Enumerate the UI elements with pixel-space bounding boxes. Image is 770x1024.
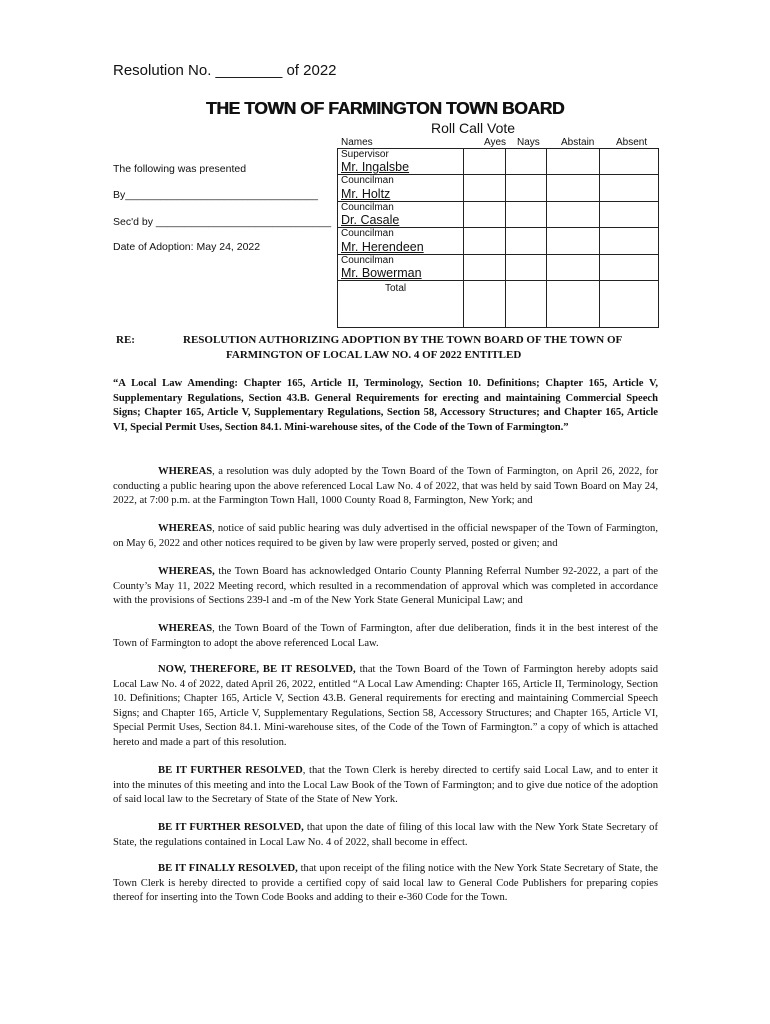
paragraph-text: the Town Board has acknowledged Ontario County Planning Referral Number 92-2022, a part of the County’s May 11, 2022 Meeting record, which resulted in a recommendation of approval which was completed in accordance with the provisions of Sections 239-l and -m of the New York State General Municipal Law; and	[113, 566, 658, 607]
header-nays: Nays	[517, 137, 540, 148]
resolution-number: Resolution No. ________ of 2022	[113, 62, 337, 79]
paragraph-text: , a resolution was duly adopted by the Town Board of the Town of Farmington, on April 26, 2022, for conducting a public hearing upon the above referenced Local Law No. 4 of 2022, that was held by said Town Board on May 24, 2022, at 7:00 p.m. at the Farmington Town Hall, 1000 County Road 8, Farmington, New York; and	[113, 466, 658, 507]
paragraph-text: , the Town Board of the Town of Farmington, after due deliberation, finds it in the best interest of the Town of Farmington to adopt the above referenced Local Law.	[113, 623, 658, 649]
paragraph-lead: BE IT FINALLY RESOLVED,	[158, 863, 298, 874]
row-role: Councilman	[341, 228, 394, 239]
paragraph-lead: WHEREAS	[158, 623, 213, 634]
local-law-title-quote: “A Local Law Amending: Chapter 165, Article II, Terminology, Section 10. Definitions; Chapter 165, Article V, Supplementary Regulations, Section 43.B. General Requirements for erecting and maintaining Commercial Speech Signs; Chapter 165, Article V, Supplementary Regulations, Section 58, Accessory Structures; and Chapter 165, Article VI, Special Permit Uses, Section 84.1. Mini-warehouse sites, of the Code of the Town of Farmington.”	[113, 378, 658, 433]
presented-label: The following was presented	[113, 163, 247, 175]
re-subject-line-1: RESOLUTION AUTHORIZING ADOPTION BY THE TOWN BOARD OF THE TOWN OF	[183, 334, 623, 346]
paragraph-lead: WHEREAS	[158, 466, 213, 477]
header-names: Names	[341, 137, 373, 148]
further-resolved-paragraph	[113, 821, 658, 850]
row-role: Councilman	[341, 175, 394, 186]
row-role: Supervisor	[341, 149, 389, 160]
whereas-paragraph	[113, 522, 658, 551]
adoption-date: Date of Adoption: May 24, 2022	[113, 241, 261, 253]
paragraph-lead: BE IT FURTHER RESOLVED	[158, 765, 303, 776]
paragraph-text: that the Town Board of the Town of Farmington hereby adopts said Local Law No. 4 of 2022, dated April 26, 2022, entitled “A Local Law Amending: Chapter 165, Article II, Terminology, Section 10. Definitions; Chapter 165, Article V, Section 43.B. General requirements for erecting and maintaining Commercial Speech Signs; and Chapter 165, Article V, Supplementary Regulations, Section 58, Accessory Structures; and Chapter 165, Article VI, Special Permit Uses, Section 84.1. Mini-warehouse sites, of the Code of the Town of Farmington.” a copy of which is attached hereto and made a part of this resolution.	[113, 664, 659, 748]
paragraph-text: that upon receipt of the filing notice with the New York State Secretary of State, the Town Clerk is hereby directed to provide a certified copy of said local law to General Code Publishers for preparing copies thereof for inserting into the Town Code Books and adding to their e-360 Code for the Town.	[113, 863, 658, 904]
by-field: By_________________________________	[113, 189, 318, 201]
total-label: Total	[385, 283, 407, 294]
resolved-paragraph	[113, 663, 658, 751]
further-resolved-paragraph	[113, 764, 658, 808]
row-role: Councilman	[341, 255, 394, 266]
seconded-field: Sec'd by ______________________________	[113, 216, 332, 228]
re-label: RE:	[116, 334, 135, 346]
whereas-paragraph	[113, 465, 658, 509]
row-name: Mr. Holtz	[341, 187, 391, 201]
whereas-paragraph	[113, 565, 658, 609]
row-name: Mr. Herendeen	[341, 240, 424, 254]
paragraph-text: , that the Town Clerk is hereby directed to certify said Local Law, and to enter it into the minutes of this meeting and into the Local Law Book of the Town of Farmington; and to give due notice of the adoption of said local law to the Secretary of State of the State of New York.	[113, 765, 658, 806]
header-abstain: Abstain	[561, 137, 595, 148]
paragraph-lead: WHEREAS,	[158, 566, 215, 577]
header-ayes: Ayes	[484, 137, 507, 148]
paragraph-lead: NOW, THEREFORE, BE IT RESOLVED,	[158, 664, 356, 675]
re-subject-line-2: FARMINGTON OF LOCAL LAW NO. 4 OF 2022 ENTITLED	[226, 349, 522, 361]
row-name: Dr. Casale	[341, 213, 400, 227]
row-name: Mr. Ingalsbe	[341, 160, 410, 174]
row-name: Mr. Bowerman	[341, 266, 422, 280]
roll-call-heading: Roll Call Vote	[431, 120, 516, 136]
paragraph-lead: BE IT FURTHER RESOLVED,	[158, 822, 304, 833]
page-title: THE TOWN OF FARMINGTON TOWN BOARD	[205, 98, 565, 118]
header-absent: Absent	[616, 137, 648, 148]
paragraph-lead: WHEREAS	[158, 523, 213, 534]
paragraph-text: that upon the date of filing of this local law with the New York State Secretary of State, the regulations contained in Local Law No. 4 of 2022, shall become in effect.	[113, 822, 659, 848]
paragraph-text: , notice of said public hearing was duly advertised in the official newspaper of the Town of Farmington, on May 6, 2022 and other notices required to be given by law were properly served, posted or given; and	[113, 523, 658, 549]
whereas-paragraph	[113, 622, 658, 651]
finally-resolved-paragraph	[113, 862, 658, 906]
row-role: Councilman	[341, 202, 394, 213]
